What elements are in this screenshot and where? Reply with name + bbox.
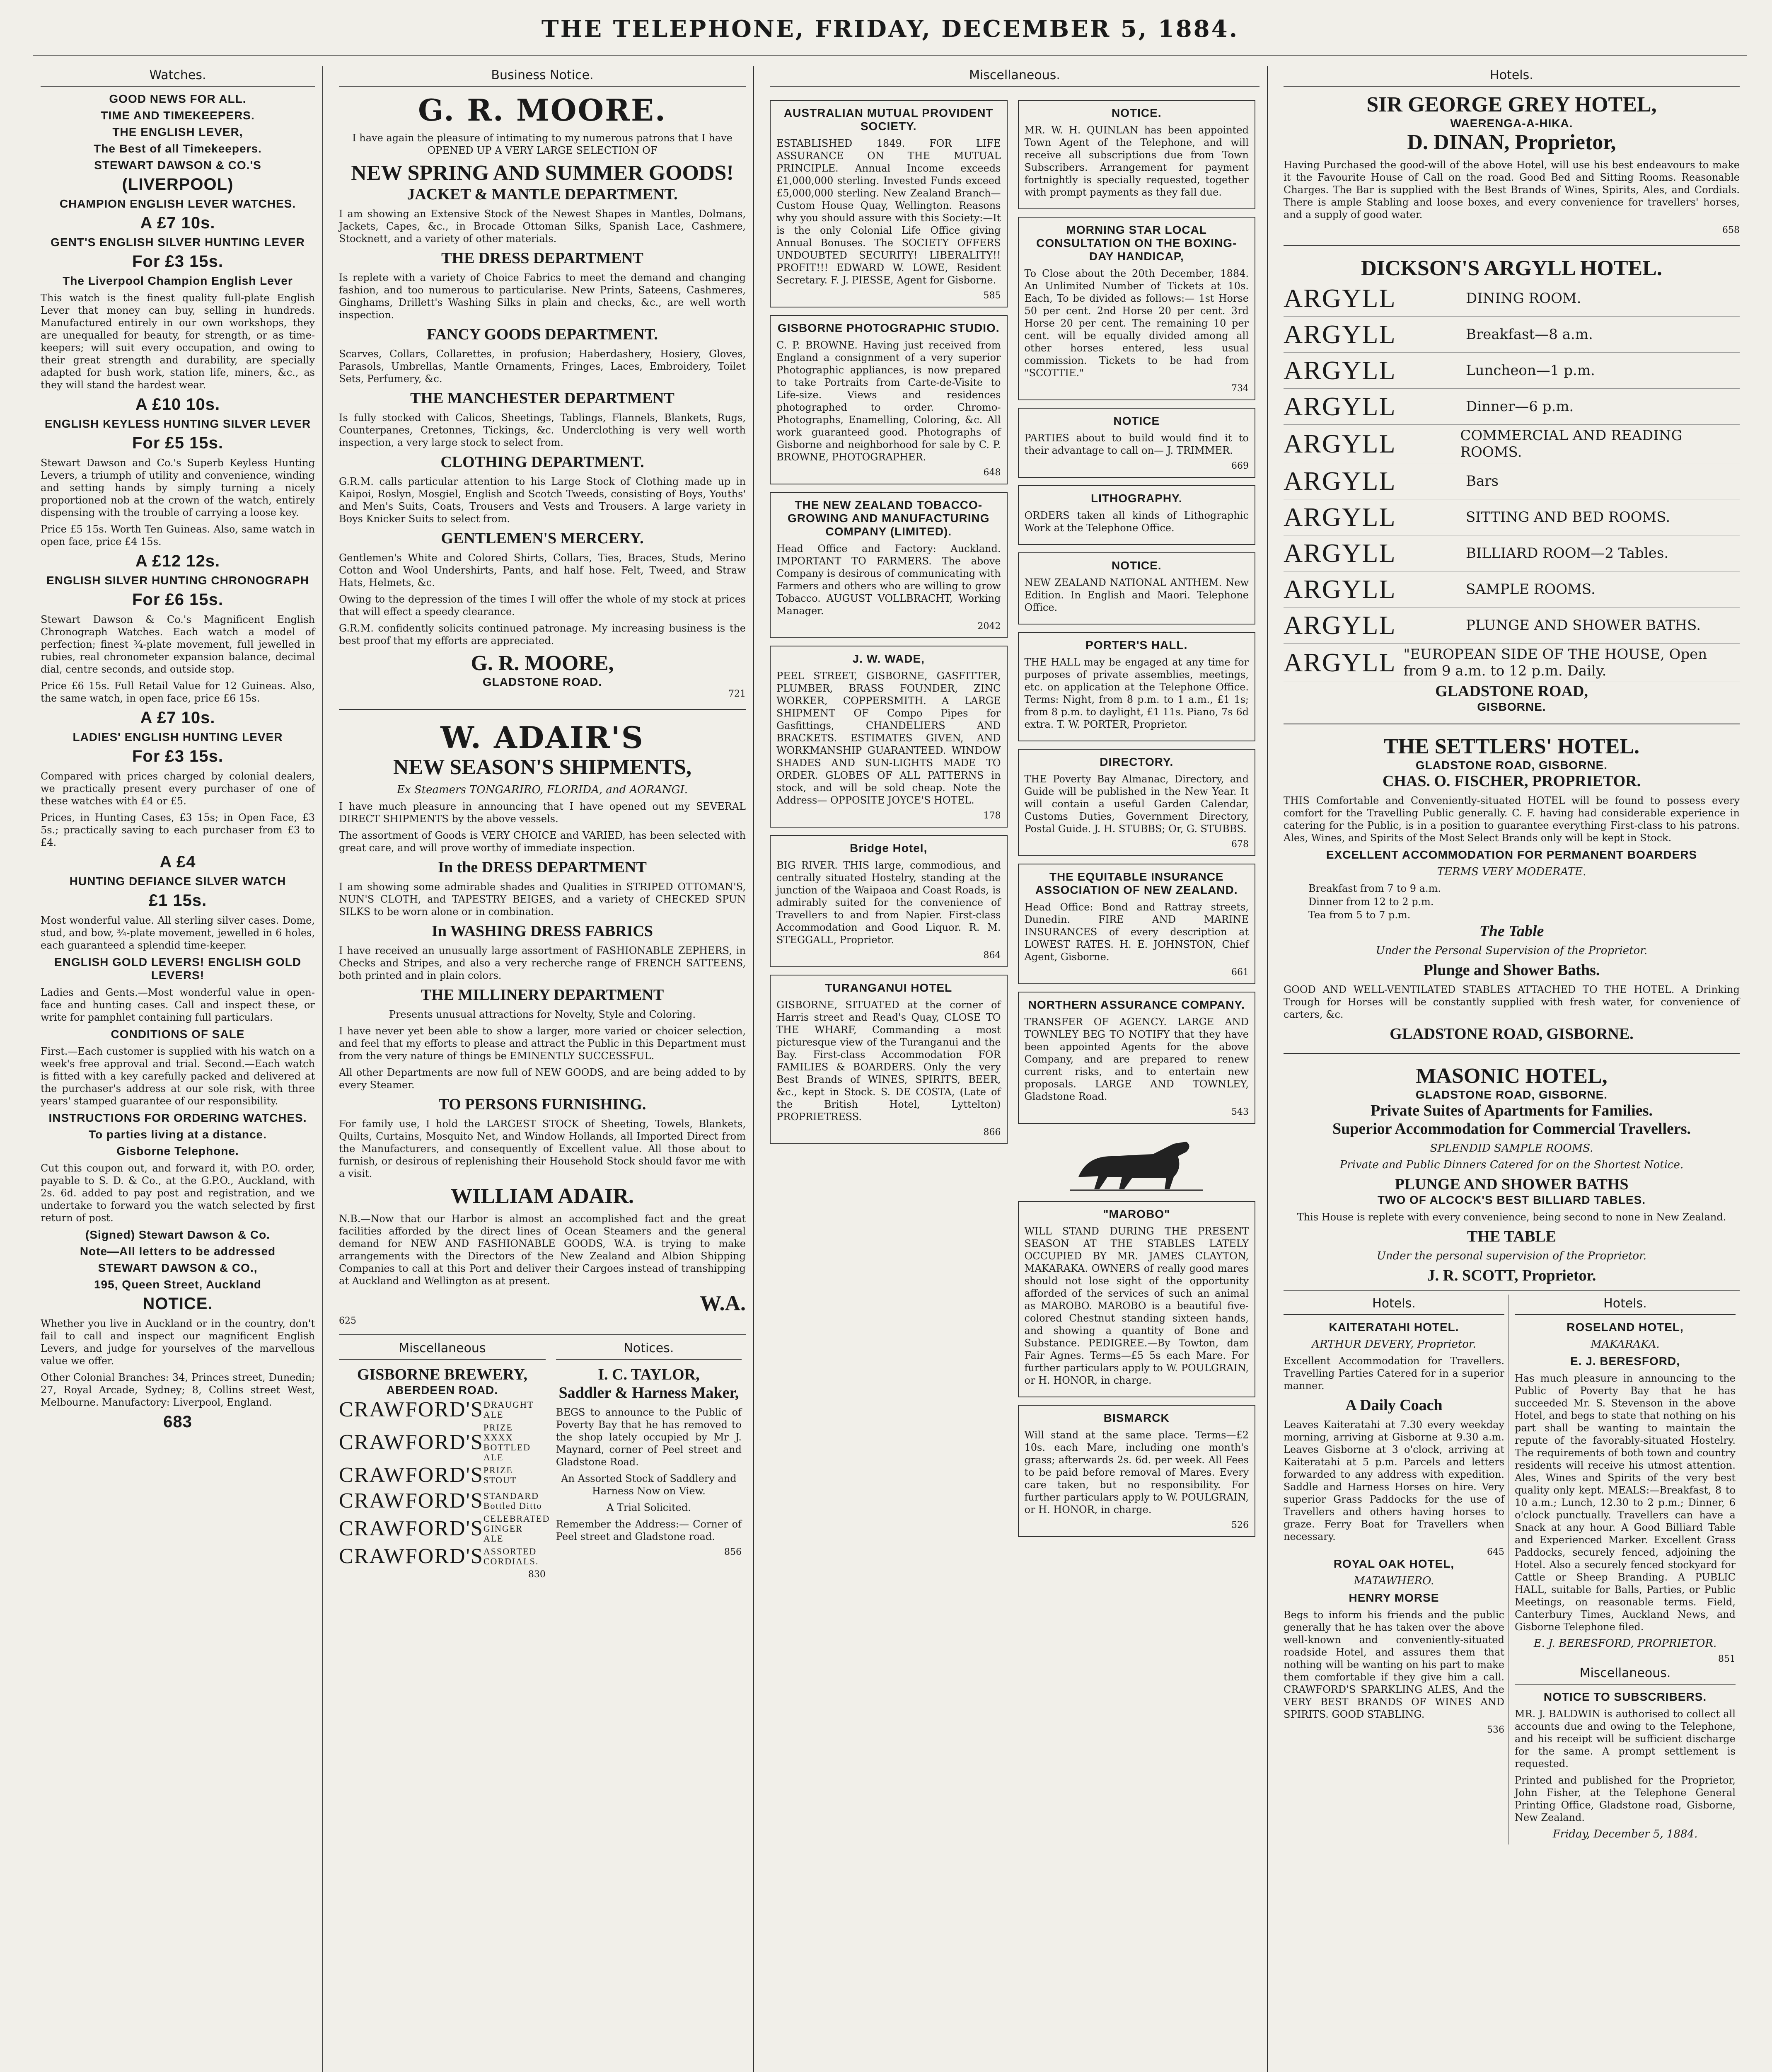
argyll-word: ARGYLL — [1284, 466, 1396, 496]
settlers-body: THIS Comfortable and Conveniently-situated HOTEL will be found to possess every comfort for the Travelling Public generally. C. F. having had considerable experience in catering for the Public, is in a position to guarantee everything First-class to his patrons. Ales, Wines, and Spirits of the Most Select Brands only will be kept in Stock. — [1284, 795, 1740, 844]
watch-text: Price £5 15s. Worth Ten Guineas. Also, same watch in open face, price £4 15s. — [41, 523, 315, 547]
section-header: Hotels. — [1284, 66, 1740, 87]
argyll-word: ARGYLL — [1284, 283, 1396, 313]
watch-text: Other Colonial Branches: 34, Princes street, Dunedin; 27, Royal Arcade, Sydney; 8, Collins street West, Melbourne. Manufactory: Liverpool, England. — [41, 1372, 315, 1408]
moore-section-title: JACKET & MANTLE DEPARTMENT. — [407, 186, 678, 203]
settlers-table: The Table — [1479, 922, 1544, 940]
kai-coach-body: Leaves Kaiteratahi at 7.30 every weekday morning, arriving at Gisborne at 9.30 a.m. Leaves Gisborne at 3 o'clock, arriving at Kaiteratahi at 5 p.m. Parcels and letters forwarded to any address with expedition. Saddle and Harness Horses on hire. Very superior Grass Paddocks for the use of Travellers and others having horses to graze. Ferry Boat for Travellers when necessary. — [1284, 1419, 1504, 1542]
argyll-item: COMMERCIAL AND READING ROOMS. — [1460, 427, 1683, 460]
brewery-ad — [339, 1339, 550, 1580]
settlers-terms: TERMS VERY MODERATE. — [1437, 866, 1586, 878]
settlers-title: THE SETTLERS' HOTEL. — [1383, 735, 1640, 758]
ad-title: Bridge Hotel, — [850, 842, 928, 854]
grey-hotel-prop: D. DINAN, Proprietor, — [1407, 131, 1616, 154]
argyll-list — [1284, 281, 1740, 682]
kai-body: Excellent Accommodation for Travellers. Travelling Parties Catered for in a superior manner. — [1284, 1355, 1504, 1392]
argyll-word: ARGYLL — [1284, 502, 1396, 532]
moore-intro: I have again the pleasure of intimating to my numerous patrons that I have OPENED UP A VERY LARGE SELECTION OF — [352, 132, 732, 156]
adair-initials: W.A. — [700, 1292, 746, 1315]
ad-body: TRANSFER OF AGENCY. LARGE AND TOWNLEY BEG TO NOTIFY that they have been appointed Agents for the above Company, and are prepared to renew current risks, and to entertain new proposals. LARGE AND TOWNLEY, Gladstone Road. — [1024, 1016, 1249, 1102]
ad-title: LITHOGRAPHY. — [1091, 492, 1182, 505]
ad-title: "MAROBO" — [1103, 1208, 1170, 1220]
argyll-item: Luncheon—1 p.m. — [1466, 362, 1595, 379]
crawford-note: PRIZE STOUT — [483, 1465, 517, 1485]
watch-heading: CHAMPION ENGLISH LEVER WATCHES. — [59, 197, 296, 210]
ad-title: THE EQUITABLE INSURANCE ASSOCIATION OF NEW ZEALAND. — [1035, 870, 1238, 896]
watch-heading: For £6 15s. — [132, 591, 223, 609]
misc-right-stud — [1018, 1201, 1256, 1537]
ad-number: 830 — [528, 1569, 546, 1580]
argyll-item: BILLIARD ROOM—2 Tables. — [1466, 545, 1669, 562]
crawford-row — [339, 1488, 546, 1514]
settlers-meals — [1284, 882, 1740, 921]
watch-heading: 683 — [163, 1413, 192, 1431]
ad-number: 856 — [724, 1547, 742, 1557]
adair-millinery-body: Presents unusual attractions for Novelty, Style and Coloring. — [389, 1009, 696, 1020]
imprint: Printed and published for the Proprietor, John Fisher, at the Telephone General Printing Office, Gladstone road, Gisborne, New Zealand. — [1515, 1774, 1736, 1823]
ad-body: To Close about the 20th December, 1884. An Unlimited Number of Tickets at 10s. Each, To be divided as follows:— 1st Horse 50 per cent. 2nd Horse 20 per cent. 3rd Horse 20 per cent. The remaining 10 per cent. will be equally divided among all other horses entered, less usual commission. Tickets to be had from "SCOTTIE." — [1024, 268, 1249, 379]
crawford-note: DRAUGHT ALE — [483, 1399, 534, 1420]
brewery-sub: ABERDEEN ROAD. — [386, 1384, 498, 1397]
adair-nb: N.B.—Now that our Harbor is almost an accomplished fact and the great facilities afforded by the direct lines of Ocean Steamers and the general demand for NEW AND FASHIONABLE GOODS, W.A. is trying to make arrangements with the Directors of the New Zealand and Albion Shipping Companies to call at this Port and deliver their Cargoes instead of transhipping at Auckland and Wellington as at present. — [339, 1213, 746, 1287]
watch-heading: STEWART DAWSON & CO.'S — [94, 159, 261, 172]
ad-body: WILL STAND DURING THE PRESENT SEASON AT THE STABLES LATELY OCCUPIED BY MR. JAMES CLAYTON, MAKARAKA. OWNERS of really good mares should not lose sight of the opportunity afforded of the services of such an animal as MAROBO. MAROBO is a beautiful five-colored Chestnut standing sixteen hands, and showing a quantity of Bone and Substance. PEDIGREE.—By Towton, dam Fair Agnes. Terms—£5 5s each Mare. For further particulars apply to W. POULGRAIN, or H. HONOR, in charge. — [1024, 1225, 1249, 1386]
watch-heading: A £7 10s. — [140, 709, 215, 727]
watch-heading: TIME AND TIMEKEEPERS. — [101, 109, 255, 122]
ad-number: 658 — [1722, 225, 1740, 235]
settlers-baths: Plunge and Shower Baths. — [1423, 961, 1600, 979]
ad-block — [770, 100, 1008, 307]
ad-number: 678 — [1231, 839, 1249, 850]
section-header: Hotels. — [1515, 1295, 1736, 1315]
grey-hotel-sub: WAERENGA-A-HIKA. — [1450, 117, 1573, 130]
moore-title: G. R. MOORE. — [418, 92, 667, 128]
masonic-billiard: TWO OF ALCOCK'S BEST BILLIARD TABLES. — [1377, 1193, 1646, 1206]
taylor-stock: An Assorted Stock of Saddlery and Harness Now on View. — [561, 1473, 737, 1497]
crawford-note: ASSORTED CORDIALS. — [483, 1546, 539, 1566]
watch-heading: LADIES' ENGLISH HUNTING LEVER — [73, 731, 283, 743]
watch-text: Stewart Dawson and Co.'s Superb Keyless Hunting Levers, a triumph of utility and convenience, winding and setting hands by simply turning a nicely proportioned nob at the crown of the watch, entirely dispensing with the trouble of carrying a loose key. — [41, 457, 315, 518]
ad-block — [1018, 864, 1256, 984]
moore-closing: G.R.M. confidently solicits continued patronage. My increasing business is the best proof that my efforts are appreciated. — [339, 622, 746, 646]
masthead: THE TELEPHONE, FRIDAY, DECEMBER 5, 1884. — [33, 8, 1747, 56]
crawford-note: PRIZE XXXX BOTTLED ALE — [483, 1422, 531, 1462]
crawford-name: CRAWFORD'S — [339, 1517, 483, 1540]
argyll-item: "EUROPEAN SIDE OF THE HOUSE, Open from 9 a.m. to 12 p.m. Daily. — [1403, 646, 1707, 679]
kai-prop: ARTHUR DEVERY, Proprietor. — [1312, 1338, 1476, 1351]
ad-number: 734 — [1231, 383, 1249, 394]
argyll-word: ARGYLL — [1284, 320, 1396, 349]
ad-body: MR. W. H. QUINLAN has been appointed Town Agent of the Telephone, and will receive all subscriptions due from Town Subscribers. Arrangement for payment fortnightly is specially requested, together with prompt payments as they fall due. — [1024, 124, 1249, 198]
kai-title: KAITERATAHI HOTEL. — [1329, 1321, 1459, 1334]
ad-title: NORTHERN ASSURANCE COMPANY. — [1028, 998, 1245, 1011]
argyll-row — [1284, 608, 1740, 644]
ad-number: 661 — [1231, 967, 1249, 978]
argyll-item: PLUNGE AND SHOWER BATHS. — [1466, 617, 1701, 634]
crawford-note: STANDARD Bottled Ditto — [483, 1491, 542, 1511]
crawford-name: CRAWFORD'S — [339, 1489, 483, 1513]
ad-block — [770, 835, 1008, 967]
argyll-word: ARGYLL — [1284, 574, 1396, 604]
watch-text: Cut this coupon out, and forward it, with P.O. order, payable to S. D. & Co., at the G.P.O., Auckland, with 2s. 6d. added to pay post and registration, and we undertake to forward you the watch selected by first return of post. — [41, 1162, 315, 1224]
ad-title: BISMARCK — [1103, 1411, 1170, 1424]
moore-section-title: CLOTHING DEPARTMENT. — [440, 453, 644, 471]
argyll-word: ARGYLL — [1284, 356, 1396, 385]
adair-furnish-title: TO PERSONS FURNISHING. — [438, 1096, 646, 1113]
argyll-row — [1284, 644, 1740, 682]
ad-number: 625 — [339, 1316, 356, 1326]
watch-heading: £1 15s. — [148, 891, 207, 910]
crawford-note: CELEBRATED GINGER ALE — [483, 1513, 550, 1544]
argyll-item: SITTING AND BED ROOMS. — [1466, 509, 1670, 525]
section-header: Miscellaneous. — [1515, 1664, 1736, 1685]
watches-ad — [41, 92, 315, 1431]
moore-section-body: G.R.M. calls particular attention to his Large Stock of Clothing made up in Kaipoi, Roslyn, Mosgiel, English and Scotch Tweeds, consisting of Boys, Youths' and Men's Suits, Coats, Trousers and Vests and Trousers. A large variety in Boys Knicker Suits to select from. — [339, 476, 746, 525]
masonic-title: MASONIC HOTEL, — [1416, 1064, 1608, 1088]
masonic-private: Private Suites of Apartments for Families. — [1370, 1102, 1653, 1119]
section-header: Hotels. — [1284, 1295, 1504, 1315]
brewery-title: GISBORNE BREWERY, — [357, 1366, 527, 1383]
argyll-row — [1284, 571, 1740, 608]
moore-notice: Owing to the depression of the times I will offer the whole of my stock at prices that will effect a speedy clearance. — [339, 593, 746, 617]
watch-heading: A £12 12s. — [135, 552, 220, 570]
ad-number: 721 — [728, 689, 746, 699]
moore-sections — [339, 185, 746, 589]
misc-split — [770, 92, 1259, 1544]
moore-section-body: Scarves, Collars, Collarettes, in profusion; Haberdashery, Hosiery, Gloves, Parasols, Umbrellas, Mantle Ornaments, Fringes, Laces, Embroidery, Toilet Sets, Perfumery, &c. — [339, 348, 746, 385]
adair-headline: NEW SEASON'S SHIPMENTS, — [393, 755, 692, 779]
ad-block — [1018, 992, 1256, 1124]
watch-heading: ENGLISH KEYLESS HUNTING SILVER LEVER — [44, 417, 311, 430]
masonic-dinners: Private and Public Dinners Catered for on the Shortest Notice. — [1339, 1159, 1684, 1171]
crawford-name: CRAWFORD'S — [339, 1544, 483, 1568]
meal-time: Tea from 5 to 7 p.m. — [1308, 909, 1411, 921]
adair-assortment: The assortment of Goods is VERY CHOICE and VARIED, has been selected with great care, and will prove worthy of immediate inspection. — [339, 830, 746, 854]
adair-never: I have never yet been able to show a larger, more varied or choicer selection, and feel that my efforts to please and attract the Public in this Department must from the very nature of things be EMINENTLY SUCCESSFUL. — [339, 1025, 746, 1062]
moore-section-body: Is replete with a variety of Choice Fabrics to meet the demand and changing fashion, and too numerous to particularise. New Prints, Sateens, Cashmeres, Ginghams, Drillett's Washing Silks in plain and checks, &c., are well worth inspection. — [339, 272, 746, 321]
adair-signature: WILLIAM ADAIR. — [450, 1184, 634, 1208]
settlers-prop: CHAS. O. FISCHER, PROPRIETOR. — [1382, 772, 1641, 790]
ad-body: Head Office: Bond and Rattray streets, Dunedin. FIRE AND MARINE INSURANCES of every description at LOWEST RATES. H. E. JOHNSTON, Chief Agent, Gisborne. — [1024, 901, 1249, 963]
masonic-superior: Superior Accommodation for Commercial Travellers. — [1332, 1120, 1691, 1138]
imprint-date: Friday, December 5, 1884. — [1552, 1828, 1698, 1840]
crawford-name: CRAWFORD'S — [339, 1463, 483, 1487]
taylor-trial: A Trial Solicited. — [606, 1502, 691, 1513]
section-header: Watches. — [41, 66, 315, 87]
ad-number: 851 — [1718, 1654, 1736, 1664]
adair-furnish-body: For family use, I hold the LARGEST STOCK of Sheeting, Towels, Blankets, Quilts, Curtains, Mosquito Net, and Window Hollands, all Imported Direct from the Manufacturers, and consequently of Excellent value. All those about to furnish, or desirous of replenishing their Household Stock should favor me with a visit. — [339, 1118, 746, 1179]
argyll-row — [1284, 425, 1740, 463]
kai-coach: A Daily Coach — [1345, 1397, 1443, 1414]
adair-millinery-title: THE MILLINERY DEPARTMENT — [421, 986, 664, 1004]
ad-block — [1018, 100, 1256, 209]
meal-time: Breakfast from 7 to 9 a.m. — [1308, 883, 1441, 894]
ad-block — [1018, 485, 1256, 545]
ad-block — [1018, 217, 1256, 400]
watch-heading: A £4 — [160, 853, 196, 871]
argyll-row — [1284, 463, 1740, 499]
oak-body: Begs to inform his friends and the public generally that he has taken over the above well-known and conveniently-situated roadside Hotel, and assures them that nothing will be wanting on his part to make them comfortable if they give him a call. CRAWFORD'S SPARKLING ALES, And the VERY BEST BRANDS OF WINES AND SPIRITS. GOOD STABLING. — [1284, 1609, 1504, 1720]
crawford-row — [339, 1423, 546, 1462]
rose-sign: E. J. BERESFORD, PROPRIETOR. — [1533, 1637, 1717, 1650]
ad-body: C. P. BROWNE. Having just received from England a consignment of a very superior Photographic appliances, is now prepared to take Portraits from Carte-de-Visite to Life-size. Views and residences photographed to order. Chromo-Photographs, Enamelling, Coloring, &c. All work guaranteed good. Photographs of Gisborne and neighborhood for sale by C. P. BROWNE, PHOTOGRAPHER. — [776, 339, 1001, 463]
argyll-word: ARGYLL — [1284, 429, 1396, 458]
ad-title: NOTICE. — [1111, 107, 1162, 119]
subscribers-body: MR. J. BALDWIN is authorised to collect all accounts due and owing to the Telephone, and his receipt will be sufficient discharge for the same. A prompt settlement is requested. — [1515, 1708, 1736, 1769]
watch-heading: For £3 15s. — [132, 747, 223, 765]
adair-dress-body: I am showing some admirable shades and Qualities in STRIPED OTTOMAN'S, NUN'S CLOTH, and TAPESTRY BEIGES, and a variety of CHECKED SPUN SILKS to be worn alone or in combination. — [339, 881, 746, 917]
adair-dress-title: In the DRESS DEPARTMENT — [438, 859, 647, 876]
watch-text: Most wonderful value. All sterling silver cases. Dome, stud, and bow, ¾-plate movement, jewelled in 6 holes, each guaranteed a splendid time-keeper. — [41, 915, 315, 951]
oak-prop: HENRY MORSE — [1349, 1591, 1439, 1604]
grey-hotel-body: Having Purchased the good-will of the above Hotel, will use his best endeavours to make it the Favourite House of Call on the road. Good Bed and Sitting Rooms. Reasonable Charges. The Bar is supplied with the Best Brands of Wines, Spirits, Ales, and Cordials. There is ample Stabling and loose boxes, and every convenience for travellers' horses, and a supply of good water. — [1284, 159, 1740, 220]
watch-text: Ladies and Gents.—Most wonderful value in open-face and hunting cases. Call and inspect these, or write for pamphlet containing full particulars. — [41, 987, 315, 1023]
ad-number: 648 — [983, 467, 1001, 478]
column-watches — [33, 66, 323, 2072]
ad-body: Head Office and Factory: Auckland. IMPORTANT TO FARMERS. The above Company is desirous of communicating with Farmers and others who are willing to grow Tobacco. AUGUST VOLLBRACHT, Working Manager. — [776, 543, 1001, 617]
ad-number: 2042 — [977, 621, 1001, 632]
masonic-sample: SPLENDID SAMPLE ROOMS. — [1430, 1142, 1593, 1155]
masonic-prop: J. R. SCOTT, Proprietor. — [1427, 1267, 1596, 1284]
divider — [339, 709, 746, 710]
watch-text: Stewart Dawson & Co.'s Magnificent English Chronograph Watches. Each watch a model of perfection; finest ¾-plate movement, full jewelled in rubies, real chronometer expansion balance, decimal dial, centre seconds, and outside stop. — [41, 614, 315, 675]
argyll-word: ARGYLL — [1284, 610, 1396, 640]
ad-title: GISBORNE PHOTOGRAPHIC STUDIO. — [777, 322, 1000, 334]
masonic-baths: PLUNGE AND SHOWER BATHS — [1395, 1176, 1629, 1193]
moore-section-body: Is fully stocked with Calicos, Sheetings, Tablings, Flannels, Blankets, Rugs, Counterpanes, Cretonnes, Tickings, &c. Underclothing is very well worth inspection, a very large stock to select from. — [339, 412, 746, 448]
adair-other: All other Departments are now full of NEW GOODS, and are being added to by every Steamer. — [339, 1067, 746, 1091]
watch-text: This watch is the finest quality full-plate English Lever that money can buy, selling in hundreds. Manufactured entirely in our own workshops, they are unequalled for beauty, for strength, or as time-keepers; will suit every occupation, and owing to their great strength and durability, are specially adapted for bush work, station life, miners, &c., as they will stand the hardest wear. — [41, 292, 315, 391]
adair-title: W. ADAIR'S — [440, 720, 644, 755]
ad-body: GISBORNE, SITUATED at the corner of Harris street and Read's Quay, CLOSE TO THE WHARF, Commanding a most picturesque view of the Turanganui and the Bay. First-class Accommodation FOR FAMILIES & BOARDERS. Only the very Best Brands of WINES, SPIRITS, BEER, &c., kept in Stock. S. DE COSTA, (Late of the British Hotel, Lyttelton) PROPRIETRESS. — [776, 999, 1001, 1123]
argyll-item: DINING ROOM. — [1466, 290, 1581, 307]
misc-right-notices — [1018, 100, 1256, 1124]
ad-number: 669 — [1231, 461, 1249, 471]
watch-text: Price £6 15s. Full Retail Value for 12 Guineas. Also, the same watch, in open face, price £6 15s. — [41, 680, 315, 704]
watch-heading: Gisborne Telephone. — [116, 1145, 239, 1157]
ad-body: PEEL STREET, GISBORNE, GASFITTER, PLUMBER, BRASS FOUNDER, ZINC WORKER, COPPERSMITH. A LARGE SHIPMENT OF Compo Pipes for Gasfittings, CHANDELIERS AND BRACKETS. ESTIMATES GIVEN, AND WORKMANSHIP GUARANTEED. WINDOW SHADES AND SUN-LIGHTS MADE TO ORDER. GLOBES OF ALL PATTERNS in stock, and will be sold cheap. Note the Address— OPPOSITE JOYCE'S HOTEL. — [776, 670, 1001, 806]
grey-hotel-title: SIR GEORGE GREY HOTEL, — [1366, 93, 1657, 116]
watch-heading: Note—All letters to be addressed — [80, 1245, 276, 1258]
moore-section-title: THE MANCHESTER DEPARTMENT — [410, 390, 674, 407]
settlers-sub: GLADSTONE ROAD, GISBORNE. — [1415, 759, 1608, 772]
watch-heading: For £3 15s. — [132, 252, 223, 271]
misc-right — [1018, 92, 1260, 1544]
ad-body: NEW ZEALAND NATIONAL ANTHEM. New Edition. In English and Maori. Telephone Office. — [1024, 577, 1249, 613]
kaiteratahi-ad — [1284, 1295, 1509, 1844]
crawford-list — [339, 1397, 550, 1569]
misc-left — [770, 92, 1012, 1544]
ad-number: 178 — [983, 811, 1001, 821]
argyll-item: Dinner—6 p.m. — [1466, 398, 1574, 415]
ad-block — [1018, 1201, 1256, 1397]
ad-title: J. W. WADE, — [852, 652, 925, 665]
moore-section-title: GENTLEMEN'S MERCERY. — [441, 530, 644, 547]
watch-heading: THE ENGLISH LEVER, — [112, 126, 243, 138]
watch-text: Whether you live in Auckland or in the country, don't fail to call and inspect our magnificent English Levers, and judge for yourselves of the marvellous value we offer. — [41, 1318, 315, 1367]
ad-block — [770, 975, 1008, 1144]
section-header: Notices. — [556, 1339, 742, 1360]
ad-number: 645 — [1487, 1547, 1504, 1557]
watch-heading: STEWART DAWSON & CO., — [98, 1261, 258, 1274]
ad-number: 526 — [1231, 1520, 1249, 1530]
adair-wash-title: In WASHING DRESS FABRICS — [432, 922, 653, 940]
argyll-row — [1284, 317, 1740, 353]
ad-block — [1018, 632, 1256, 741]
argyll-item: Bars — [1466, 473, 1499, 489]
horse-icon — [1062, 1131, 1211, 1193]
ad-block — [1018, 1405, 1256, 1537]
ad-body: PARTIES about to build would find it to their advantage to call on— J. TRIMMER. — [1024, 432, 1249, 456]
watch-text: Compared with prices charged by colonial dealers, we practically present every purchaser of one of these watches with £4 or £5. — [41, 770, 315, 807]
moore-section-title: THE DRESS DEPARTMENT — [441, 249, 643, 267]
watch-heading: ENGLISH SILVER HUNTING CHRONOGRAPH — [46, 574, 309, 587]
hotel-bottom-ads — [1284, 1290, 1740, 1844]
ad-body: THE HALL may be engaged at any time for purposes of private assemblies, meetings, etc. on application at the Telephone Office. Terms: Night, from 8 p.m. to 1 a.m., £1 1s; from 8 p.m. to daylight, £1 11s. Piano, 7s 6d extra. T. W. PORTER, Proprietor. — [1024, 656, 1249, 730]
taylor-sub: Saddler & Harness Maker, — [558, 1384, 739, 1402]
argyll-town: GISBORNE. — [1477, 700, 1546, 713]
crawford-row — [339, 1544, 546, 1569]
taylor-body: BEGS to announce to the Public of Poverty Bay that he has removed to the shop lately occupied by Mr J. Maynard, corner of Peel street and Gladstone Road. — [556, 1406, 742, 1468]
ad-block — [770, 492, 1008, 638]
taylor-title: I. C. TAYLOR, — [598, 1366, 700, 1383]
watch-heading: 195, Queen Street, Auckland — [94, 1278, 262, 1291]
watch-heading: GOOD NEWS FOR ALL. — [109, 92, 247, 105]
argyll-item: SAMPLE ROOMS. — [1466, 581, 1596, 598]
meal-time: Dinner from 12 to 2 p.m. — [1308, 896, 1434, 908]
settlers-address: GLADSTONE ROAD, GISBORNE. — [1390, 1025, 1634, 1043]
taylor-address: Remember the Address:— Corner of Peel street and Gladstone road. — [556, 1518, 742, 1542]
argyll-row — [1284, 353, 1740, 389]
crawford-row — [339, 1513, 550, 1544]
ad-number: 866 — [983, 1127, 1001, 1138]
argyll-address: GLADSTONE ROAD, — [1435, 683, 1588, 700]
ad-title: TURANGANUI HOTEL — [825, 981, 952, 994]
crawford-row — [339, 1397, 546, 1423]
watch-heading: HUNTING DEFIANCE SILVER WATCH — [69, 875, 286, 888]
adair-ships: Ex Steamers TONGARIRO, FLORIDA, and AORANGI. — [396, 784, 688, 796]
section-header: Miscellaneous — [339, 1339, 546, 1360]
watch-heading: For £5 15s. — [132, 434, 223, 452]
column-hotels — [1276, 66, 1747, 2072]
rose-prop: E. J. BERESFORD, — [1570, 1355, 1680, 1368]
crawford-row — [339, 1462, 546, 1488]
watch-text: First.—Each customer is supplied with his watch on a week's free approval and trial. Second.—Each watch is fitted with a key carefully packed and delivered at the purchaser's address at our sole risk, with three years' stamped guarantee of our responsibility. — [41, 1046, 315, 1107]
argyll-title: DICKSON'S ARGYLL HOTEL. — [1361, 257, 1662, 280]
divider — [1284, 245, 1740, 246]
adair-intro: I have much pleasure in announcing that I have opened out my SEVERAL DIRECT SHIPMENTS by the above vessels. — [339, 801, 746, 825]
watch-heading: (LIVERPOOL) — [122, 175, 234, 194]
masonic-replete: This House is replete with every convenience, being second to none in New Zealand. — [1297, 1211, 1726, 1223]
ad-title: NOTICE. — [1111, 559, 1162, 572]
watch-heading: INSTRUCTIONS FOR ORDERING WATCHES. — [48, 1111, 307, 1124]
ad-title: AUSTRALIAN MUTUAL PROVIDENT SOCIETY. — [783, 107, 994, 133]
adair-wash-body: I have received an unusually large assortment of FASHIONABLE ZEPHERS, in Checks and Stripes, and also a very recherche range of FRENCH SATTEENS, both printed and in plain colors. — [339, 945, 746, 981]
ad-number: 543 — [1231, 1107, 1249, 1117]
moore-section-title: FANCY GOODS DEPARTMENT. — [427, 326, 658, 343]
oak-sub: MATAWHERO. — [1354, 1575, 1434, 1587]
argyll-row — [1284, 389, 1740, 425]
crawford-name: CRAWFORD'S — [339, 1398, 483, 1421]
moore-signature: G. R. MOORE, — [471, 651, 614, 675]
settlers-excellent: EXCELLENT ACCOMMODATION FOR PERMANENT BOARDERS — [1326, 848, 1697, 861]
crawford-name: CRAWFORD'S — [339, 1431, 483, 1454]
ad-title: MORNING STAR LOCAL CONSULTATION ON THE BOXING-DAY HANDICAP, — [1036, 223, 1237, 263]
moore-headline: NEW SPRING AND SUMMER GOODS! — [351, 161, 734, 185]
taylor-ad — [556, 1339, 746, 1580]
masonic-sub: GLADSTONE ROAD, GISBORNE. — [1415, 1088, 1608, 1101]
rose-title: ROSELAND HOTEL, — [1567, 1321, 1684, 1334]
argyll-item: Breakfast—8 a.m. — [1466, 326, 1593, 343]
ad-number: 864 — [983, 950, 1001, 961]
ad-title: PORTER'S HALL. — [1085, 639, 1188, 651]
subscribers-title: NOTICE TO SUBSCRIBERS. — [1543, 1690, 1707, 1703]
argyll-row — [1284, 499, 1740, 535]
ad-number: 536 — [1487, 1725, 1504, 1735]
ad-title: DIRECTORY. — [1100, 755, 1174, 768]
watch-heading: To parties living at a distance. — [89, 1128, 267, 1141]
watch-heading: CONDITIONS OF SALE — [111, 1028, 245, 1041]
settlers-under: Under the Personal Supervision of the Proprietor. — [1376, 944, 1648, 957]
section-header: Miscellaneous. — [770, 66, 1259, 87]
moore-address: GLADSTONE ROAD. — [482, 675, 602, 688]
masonic-under: Under the personal supervision of the Proprietor. — [1376, 1250, 1647, 1262]
divider — [1284, 1053, 1740, 1054]
rose-sub: MAKARAKA. — [1591, 1338, 1660, 1351]
ad-block — [1018, 749, 1256, 856]
watch-text: Prices, in Hunting Cases, £3 15s; in Open Face, £3 5s.; practically saving to each purchaser from £3 to £4. — [41, 812, 315, 848]
ad-body: BIG RIVER. THIS large, commodious, and centrally situated Hostelry, standing at the junction of the Waipaoa and Coast Roads, is admirably suited for the convenience of Travellers to and from Napier. First-class Accommodation and Good Liquor. R. M. STEGGALL, Proprietor. — [776, 859, 1001, 946]
column-business — [331, 66, 754, 2072]
ad-body: Will stand at the same place. Terms—£2 10s. each Mare, including one month's grass; afterwards 2s. 6d. per week. All Fees to be paid before removal of Mares. Every care taken, but no responsibility. For further particulars apply to W. POULGRAIN, or H. HONOR, in charge. — [1024, 1429, 1249, 1515]
moore-section-body: Gentlemen's White and Colored Shirts, Collars, Ties, Braces, Studs, Merino Cotton and Wool Undershirts, Pants, and half hose. Felt, Tweed, and Straw Hats, Helmets, &c. — [339, 552, 746, 588]
ad-block — [770, 646, 1008, 828]
oak-title: ROYAL OAK HOTEL, — [1333, 1557, 1455, 1570]
watch-heading: NOTICE. — [143, 1295, 213, 1313]
roseland-ad — [1515, 1295, 1740, 1844]
ad-body: THE Poverty Bay Almanac, Directory, and Guide will be published in the New Year. It will contain a useful Garden Calendar, Customs Duties, Government Directory, Postal Guide. J. H. STUBBS; Or, G. STUBBS. — [1024, 773, 1249, 835]
watch-heading: The Best of all Timekeepers. — [94, 142, 262, 155]
watch-heading: The Liverpool Champion English Lever — [63, 274, 293, 287]
watch-heading: ENGLISH GOLD LEVERS! ENGLISH GOLD LEVERS! — [54, 956, 302, 982]
column-miscellaneous — [762, 66, 1268, 2072]
section-header: Business Notice. — [339, 66, 746, 87]
ad-title: NOTICE — [1113, 414, 1160, 427]
bottom-ads — [339, 1334, 746, 1580]
watch-heading: (Signed) Stewart Dawson & Co. — [85, 1228, 270, 1241]
watch-heading: GENT'S ENGLISH SILVER HUNTING LEVER — [51, 236, 305, 249]
argyll-word: ARGYLL — [1284, 538, 1396, 568]
masonic-table: THE TABLE — [1467, 1228, 1557, 1245]
ad-body: ESTABLISHED 1849. FOR LIFE ASSURANCE ON THE MUTUAL PRINCIPLE. Annual Income exceeds £1,000,000 sterling. Invested Funds exceed £5,000,000 sterling. New Zealand Branch—Custom House Quay, Wellington. Reasons why you should assure with this Society:—It is the only Colonial Life Office giving Annual Bonuses. The SOCIETY OFFERS UNDOUBTED SECURITY! LIBERALITY!! PROFIT!!! EDWARD W. LOWE, Resident Secretary. F. J. PIESSE, Agent for Gisborne. — [776, 138, 1001, 286]
watch-heading: A £10 10s. — [135, 395, 220, 414]
ad-block — [1018, 408, 1256, 478]
ad-number: 585 — [983, 290, 1001, 301]
ad-block — [770, 315, 1008, 484]
argyll-row — [1284, 281, 1740, 317]
moore-section-body: I am showing an Extensive Stock of the Newest Shapes in Mantles, Dolmans, Jackets, Capes, &c., in Brocade Ottoman Silks, Spanish Lace, Cashmere, Stocknett, and a variety of other materials. — [339, 208, 746, 244]
argyll-row — [1284, 535, 1740, 571]
ad-body: ORDERS taken all kinds of Lithographic Work at the Telephone Office. — [1024, 510, 1249, 534]
watch-heading: A £7 10s. — [140, 214, 215, 232]
argyll-word: ARGYLL — [1284, 392, 1396, 421]
rose-body: Has much pleasure in announcing to the Public of Poverty Bay that he has succeeded Mr. S. Stevenson in the above Hotel, and begs to state that nothing on his part shall be wanting to maintain the repute of the favorably-situated Hostelry. The requirements of both town and country residents will receive his utmost attention. Ales, Wines and Spirits of the very best quality only kept. MEALS:—Breakfast, 8 to 10 a.m.; Lunch, 12.30 to 2 p.m.; Dinner, 6 o'clock punctually. Travellers can have a Snack at any hour. A Good Billiard Table and Experienced Marker. Excellent Grass Paddocks, securely fenced, adjoining the Hotel. Also a securely fenced stockyard for Cattle or Sheep Branding. A PUBLIC HALL, suitable for Balls, Parties, or Public Meetings, on reasonable terms. Field, Canterbury Times, Auckland News, and Gisborne Telephone filed. — [1515, 1372, 1736, 1633]
ad-title: THE NEW ZEALAND TOBACCO-GROWING AND MANUFACTURING COMPANY (LIMITED). — [788, 499, 990, 538]
settlers-stables: GOOD AND WELL-VENTILATED STABLES ATTACHED TO THE HOTEL. A Drinking Trough for Horses will be constantly supplied with fresh water, for convenience of carters, &c. — [1284, 984, 1740, 1020]
ad-block — [1018, 552, 1256, 625]
argyll-word: ARGYLL — [1284, 648, 1396, 677]
